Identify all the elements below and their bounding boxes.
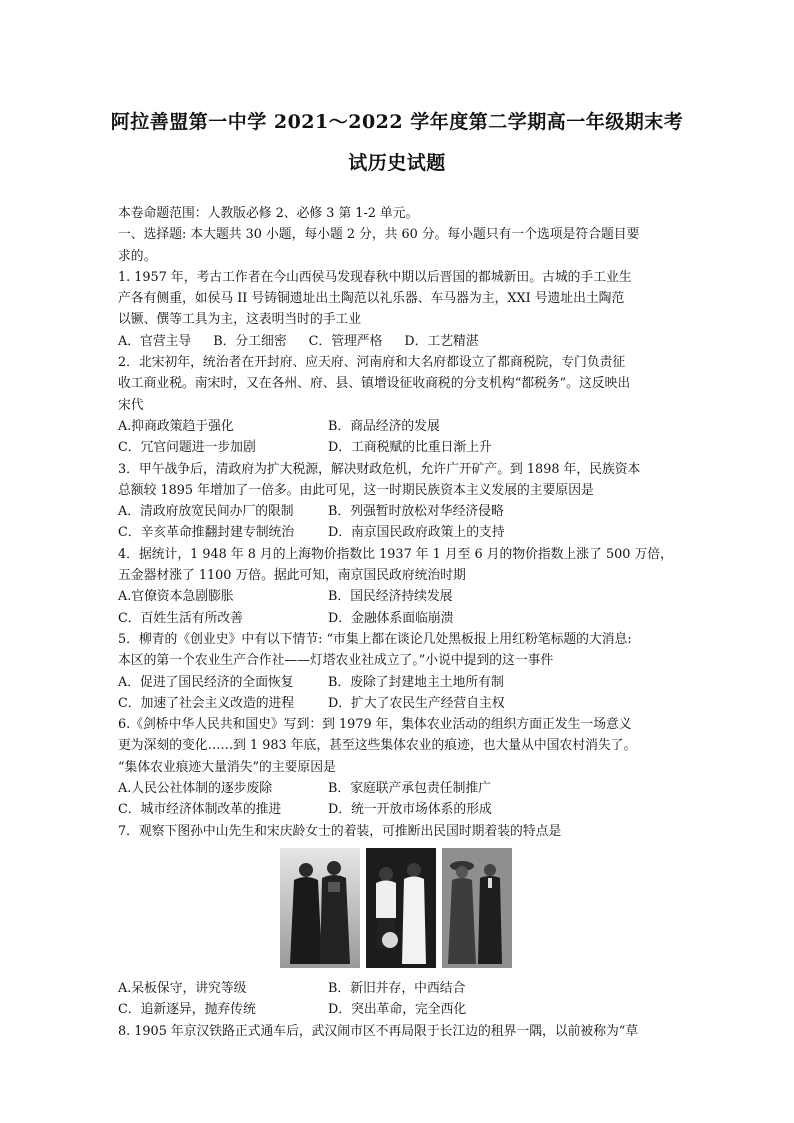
question-text: “集体农业痕迹大量消失”的主要原因是 bbox=[118, 759, 336, 775]
question-6 bbox=[118, 714, 678, 820]
answer-option[interactable]: D．工商税赋的比重日渐上升 bbox=[328, 440, 492, 456]
section-instructions-cont: 求的。 bbox=[118, 248, 157, 264]
question-7 bbox=[118, 821, 678, 1021]
answer-option[interactable]: D．工艺精湛 bbox=[404, 333, 479, 349]
answer-option[interactable]: B．商品经济的发展 bbox=[328, 418, 440, 434]
answer-option[interactable]: B．列强暂时放松对华经济侵略 bbox=[328, 504, 504, 520]
option-row bbox=[118, 331, 678, 352]
answer-option[interactable]: A．促进了国民经济的全面恢复 bbox=[118, 674, 294, 690]
question-list bbox=[118, 267, 678, 1042]
question-text: 以镢、僎等工具为主，这表明当时的手工业 bbox=[118, 312, 362, 328]
answer-option[interactable]: B．家庭联产承包责任制推广 bbox=[328, 781, 491, 797]
photo-couple-light-clothes bbox=[366, 848, 436, 968]
option-row bbox=[118, 978, 678, 999]
answer-option[interactable]: B．国民经济持续发展 bbox=[328, 589, 453, 605]
question-text: 本区的第一个农业生产合作社——灯塔农业社成立了。”小说中提到的这一事件 bbox=[118, 653, 554, 669]
scope-note: 本卷命题范围：人教版必修 2、必修 3 第 1-2 单元。 bbox=[118, 206, 419, 221]
option-row bbox=[118, 693, 678, 714]
question-text: 更为深刻的变化……到 1 983 年底，甚至这些集体农业的痕迹，也大量从中国农村消失了。 bbox=[118, 738, 637, 754]
answer-option[interactable]: A.抑商政策趋于强化 bbox=[118, 418, 234, 434]
question-text: 3．甲午战争后，清政府为扩大税源，解决财政危机，允许广开矿产。到 1898 年，民族资本 bbox=[118, 461, 641, 477]
answer-option[interactable]: D．突出革命，完全西化 bbox=[328, 1002, 467, 1018]
question-text: 五金器材涨了 1100 万倍。据此可知，南京国民政府统治时期 bbox=[118, 568, 466, 584]
photo-figure bbox=[118, 848, 678, 974]
question-2 bbox=[118, 352, 678, 458]
answer-option[interactable]: A.呆板保守，讲究等级 bbox=[118, 980, 247, 996]
question-text: 7．观察下图孙中山先生和宋庆龄女士的着装，可推断出民国时期着装的特点是 bbox=[118, 823, 562, 839]
exam-title-line-2: 试历史试题 bbox=[348, 152, 446, 174]
section-instructions: 一、选择题: 本大题共 30 小题，每小题 2 分，共 60 分。每小题只有一个选项是符合题目要 bbox=[118, 227, 640, 243]
answer-option[interactable]: C．加速了社会主义改造的进程 bbox=[118, 695, 295, 711]
question-text: 1. 1957 年，考古工作者在今山西侯马发现春秋中期以后晋国的都城新田。古城的手工业生 bbox=[118, 269, 632, 285]
option-row bbox=[118, 778, 678, 799]
question-text: 总额较 1895 年增加了一倍多。由此可见，这一时期民族资本主义发展的主要原因是 bbox=[118, 482, 594, 498]
question-5 bbox=[118, 629, 678, 714]
question-text: 4．据统计，1 948 年 8 月的上海物价指数比 1937 年 1 月至 6 月的物价指数上涨了 500 万倍， bbox=[118, 546, 673, 562]
question-text: 2．北宋初年，统治者在开封府、应天府、河南府和大名府都设立了都商税院，专门负责征 bbox=[118, 355, 626, 371]
option-row bbox=[118, 437, 678, 458]
answer-option[interactable]: A.人民公社体制的逐步废除 bbox=[118, 781, 273, 797]
option-row bbox=[118, 799, 678, 820]
answer-option[interactable]: C．管理严格 bbox=[308, 333, 383, 349]
question-text: 8. 1905 年京汉铁路正式通车后，武汉闹市区不再局限于长江边的租界一隅，以前被称为“草 bbox=[118, 1023, 639, 1039]
answer-option[interactable]: C．冗官问题进一步加剧 bbox=[118, 440, 256, 456]
answer-option[interactable]: D．南京国民政府政策上的支持 bbox=[328, 525, 505, 541]
option-row bbox=[118, 416, 678, 437]
answer-option[interactable]: C．城市经济体制改革的推进 bbox=[118, 802, 282, 818]
option-row bbox=[118, 586, 678, 607]
question-3 bbox=[118, 459, 678, 544]
exam-title-line-1: 阿拉善盟第一中学 2021～2022 学年度第二学期高一年级期末考 bbox=[110, 111, 684, 133]
answer-option[interactable]: B．新旧并存，中西结合 bbox=[328, 980, 466, 996]
answer-option[interactable]: D．金融体系面临崩溃 bbox=[328, 610, 454, 626]
option-row bbox=[118, 672, 678, 693]
question-text: 产各有侧重，如侯马 II 号铸铜遗址出土陶范以礼乐器、车马器为主，XXI 号遗址出土陶范 bbox=[118, 291, 625, 307]
question-4 bbox=[118, 544, 678, 629]
question-8 bbox=[118, 1021, 678, 1042]
answer-option[interactable]: A.官僚资本急剧膨胀 bbox=[118, 589, 234, 605]
question-1 bbox=[118, 267, 678, 352]
answer-option[interactable]: C．辛亥革命推翻封建专制统治 bbox=[118, 525, 295, 541]
exam-body bbox=[118, 203, 678, 1042]
answer-option[interactable]: B．废除了封建地主土地所有制 bbox=[328, 674, 504, 690]
answer-option[interactable]: D．扩大了农民生产经营自主权 bbox=[328, 695, 505, 711]
option-row bbox=[118, 999, 678, 1020]
question-text: 5．柳青的《创业史》中有以下情节: “市集上都在谈论几处黑板报上用红粉笔标题的大消息: bbox=[118, 631, 632, 647]
question-text: 收工商业税。南宋时，又在各州、府、县、镇增设征收商税的分支机构“都税务”。这反映出 bbox=[118, 376, 631, 392]
option-row bbox=[118, 501, 678, 522]
answer-option[interactable]: D．统一开放市场体系的形成 bbox=[328, 802, 492, 818]
answer-option[interactable]: B．分工细密 bbox=[213, 333, 287, 349]
answer-option[interactable]: C．追新逐异，抛弃传统 bbox=[118, 1002, 256, 1018]
answer-option[interactable]: C．百姓生活有所改善 bbox=[118, 610, 243, 626]
answer-option[interactable]: A．官营主导 bbox=[118, 333, 192, 349]
photo-couple-winter-coats bbox=[280, 848, 360, 968]
question-text: 6.《剑桥中华人民共和国史》写到：到 1979 年，集体农业活动的组织方面正发生一场意义 bbox=[118, 717, 632, 733]
question-text: 宋代 bbox=[118, 397, 144, 413]
option-row bbox=[118, 522, 678, 543]
option-row bbox=[118, 608, 678, 629]
photo-couple-western-dress bbox=[442, 848, 512, 968]
answer-option[interactable]: A．清政府放宽民间办厂的限制 bbox=[118, 504, 294, 520]
